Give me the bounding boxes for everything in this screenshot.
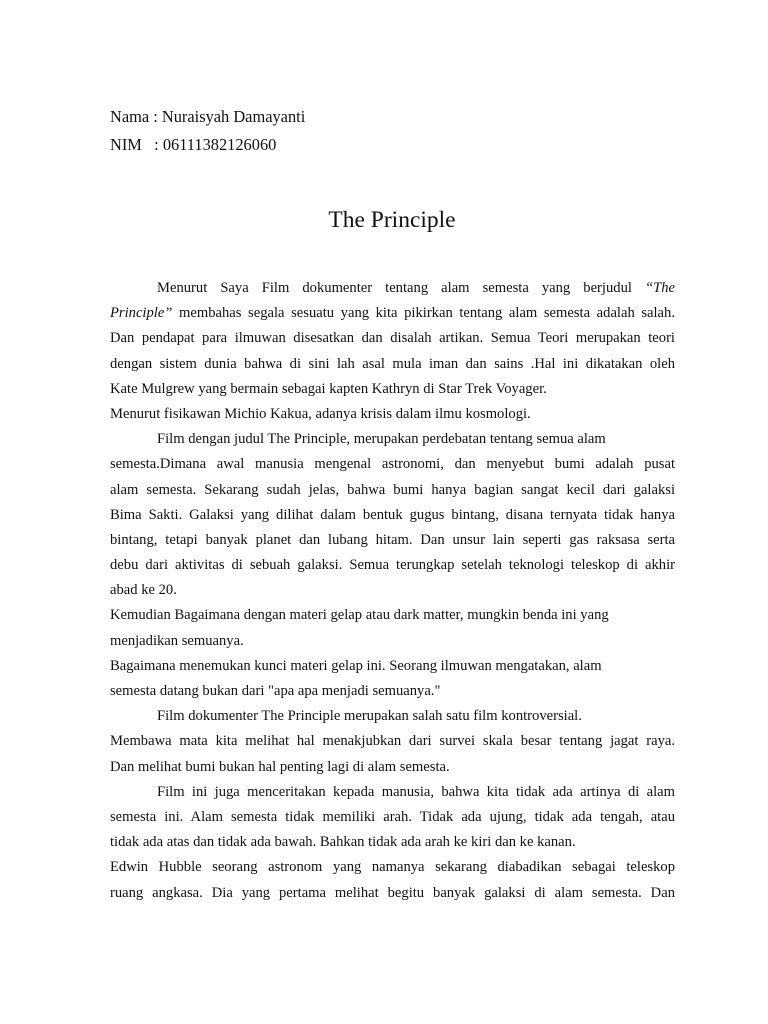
line-text: membahas segala sesuatu yang kita pikirkan tentang alam semesta adalah salah. — [172, 305, 675, 322]
text-line — [110, 301, 675, 326]
line-text: Menurut fisikawan Michio Kakua, adanya krisis dalam ilmu kosmologi. — [110, 405, 531, 422]
document-body — [110, 276, 675, 906]
text-line — [110, 452, 675, 477]
line-text: tidak ada atas dan tidak ada bawah. Bahkan tidak ada arah ke kiri dan ke kanan. — [110, 834, 576, 851]
text-line — [110, 805, 675, 830]
text-line — [110, 352, 675, 377]
text-line — [110, 553, 675, 578]
line-text: debu dari aktivitas di sebuah galaksi. Semua terungkap setelah teknologi teleskop di akhir — [110, 557, 675, 574]
text-line — [110, 881, 675, 906]
line-text: Film dokumenter The Principle merupakan salah satu film kontroversial. — [157, 708, 582, 725]
line-text: abad ke 20. — [110, 582, 177, 599]
line-text: Edwin Hubble seorang astronom yang namanya sekarang diabadikan sebagai teleskop — [110, 859, 675, 876]
author-info — [110, 103, 305, 159]
line-text: ruang angkasa. Dia yang pertama melihat begitu banyak galaksi di alam semesta. Dan — [110, 884, 675, 901]
text-line — [110, 377, 675, 402]
line-text: Dan pendapat para ilmuwan disesatkan dan disalah artikan. Semua Teori merupakan teori — [110, 330, 675, 347]
text-line — [110, 654, 675, 679]
line-italic: “The — [644, 280, 675, 296]
text-line — [110, 729, 675, 754]
line-text: Dan melihat bumi bukan hal penting lagi di alam semesta. — [110, 758, 450, 775]
line-text: Bagaimana menemukan kunci materi gelap ini. Seorang ilmuwan mengatakan, alam — [110, 657, 602, 674]
line-text: dengan sistem dunia bahwa di sini lah asal mula iman dan sains .Hal ini dikatakan oleh — [110, 355, 675, 372]
text-line — [110, 679, 675, 704]
line-text: menjadikan semuanya. — [110, 632, 244, 649]
text-line — [110, 427, 675, 452]
line-text: Membawa mata kita melihat hal menakjubkan dari survei skala besar tentang jagat raya. — [110, 733, 675, 750]
line-text: Film ini juga menceritakan kepada manusia, bahwa kita tidak ada artinya di alam — [157, 783, 675, 800]
document-title: The Principle — [328, 207, 456, 233]
text-line — [110, 578, 675, 603]
text-line — [110, 704, 675, 729]
line-text: Kemudian Bagaimana dengan materi gelap atau dark matter, mungkin benda ini yang — [110, 607, 609, 624]
line-text: alam semesta. Sekarang sudah jelas, bahwa bumi hanya bagian sangat kecil dari galaksi — [110, 481, 675, 498]
line-italic: Principle” — [110, 305, 173, 322]
text-line — [110, 855, 675, 880]
name-line: Nama : Nuraisyah Damayanti — [110, 107, 306, 126]
line-text: Kate Mulgrew yang bermain sebagai kapten Kathryn di Star Trek Voyager. — [110, 380, 547, 397]
text-line — [110, 755, 675, 780]
line-text: Film dengan judul The Principle, merupakan perdebatan tentang semua alam — [157, 431, 606, 448]
text-line — [110, 326, 675, 351]
line-text: Bima Sakti. Galaksi yang dilihat dalam bentuk gugus bintang, disana ternyata tidak hanya — [110, 506, 675, 523]
text-line — [110, 603, 675, 628]
text-line — [110, 478, 675, 503]
line-text: semesta datang bukan dari "apa apa menjadi semuanya." — [110, 683, 441, 699]
line-text: bintang, tetapi banyak planet dan lubang hitam. Dan unsur lain seperti gas raksasa serta — [110, 531, 675, 548]
text-line — [110, 780, 675, 805]
line-text: semesta ini. Alam semesta tidak memiliki arah. Tidak ada ujung, tidak ada tengah, atau — [110, 808, 675, 825]
text-line — [110, 503, 675, 528]
line-text: Menurut Saya Film dokumenter tentang alam semesta yang berjudul — [157, 280, 645, 296]
text-line — [110, 402, 675, 427]
line-text: semesta.Dimana awal manusia mengenal astronomi, dan menyebut bumi adalah pusat — [110, 456, 675, 473]
text-line — [110, 629, 675, 654]
text-line — [110, 830, 675, 855]
text-line — [110, 528, 675, 553]
text-line — [110, 276, 675, 301]
nim-line: NIM : 06111382126060 — [110, 135, 277, 154]
